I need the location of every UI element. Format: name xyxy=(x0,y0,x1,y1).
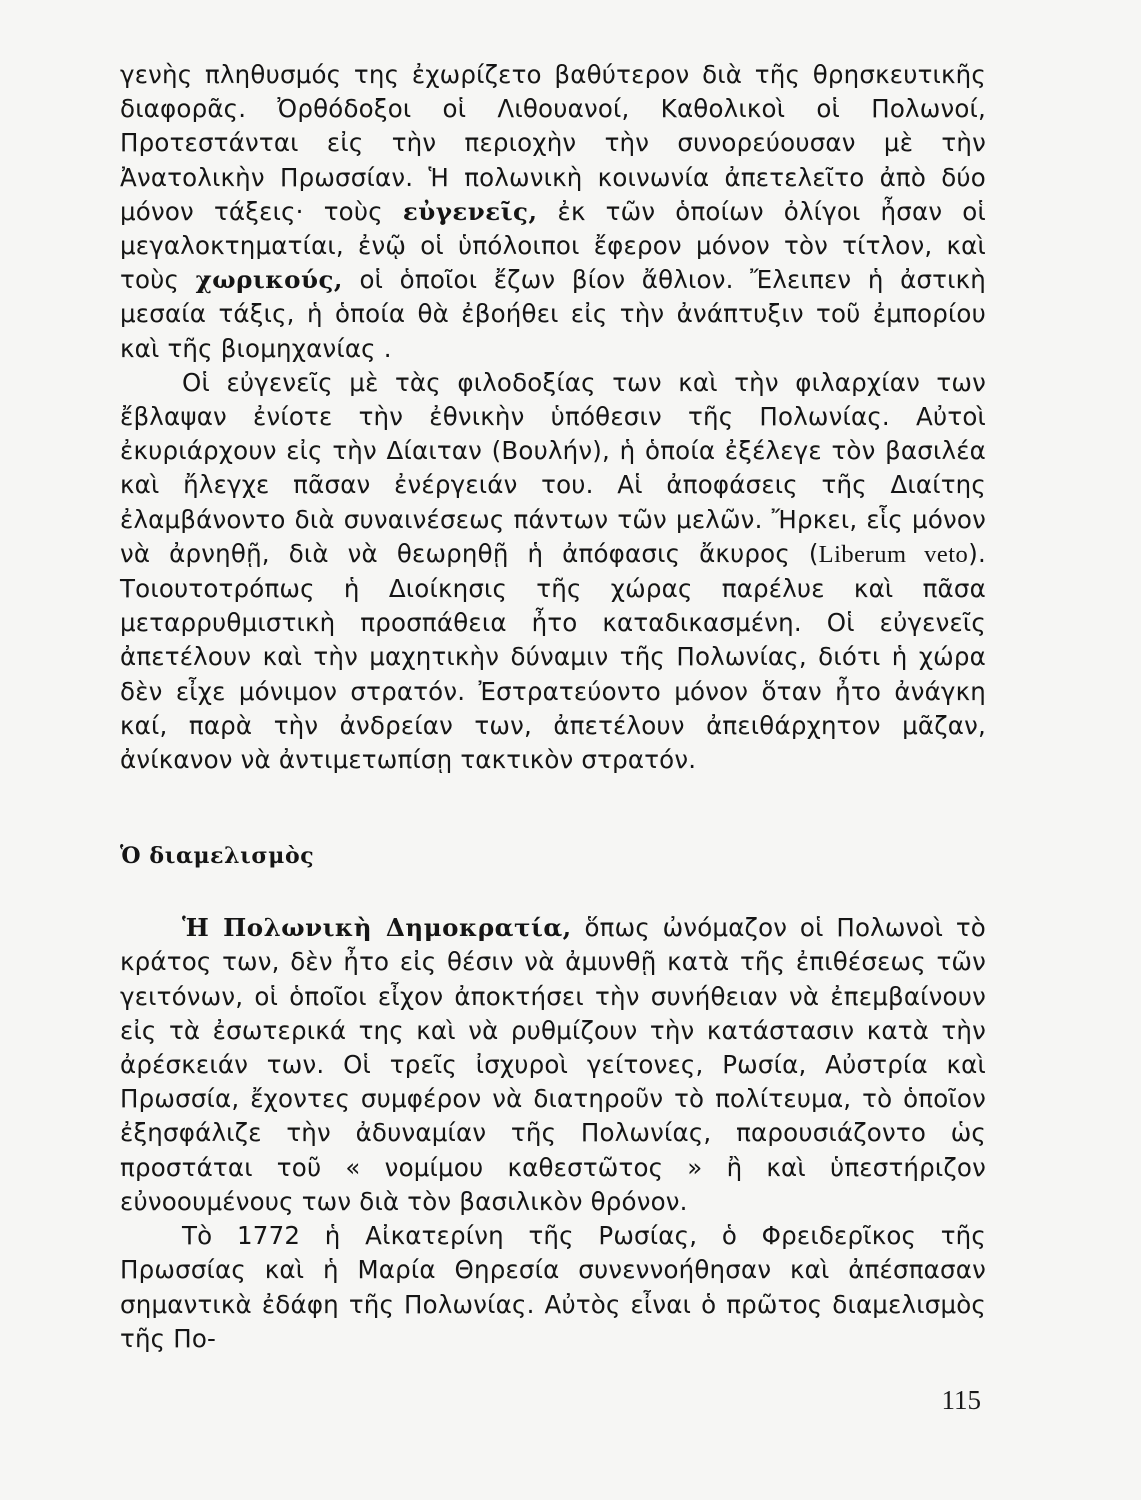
paragraph-text: ὅπως ὠνόμαζον οἱ Πολωνοὶ τὸ κράτος των, δὲν ἦτο εἰς θέσιν νὰ ἀμυνθῇ κατὰ τῆς ἐπιθέσεως τῶν γειτόνων, οἱ ὁποῖοι εἶχον ἀποκτήσει τὴν συνήθειαν νὰ ἐπεμβαίνουν εἰς τὰ ἐσωτερικά της καὶ νὰ ρυθμίζουν τὴν κατάστασιν κατὰ τὴν ἀρέσκειάν των. Οἱ τρεῖς ἰσχυροὶ γείτονες, Ρωσία, Αὐστρία καὶ Πρωσσία, ἔχοντες συμφέρον νὰ διατηροῦν τὸ πολίτευμα, τὸ ὁποῖον ἐξησφάλιζε τὴν ἀδυναμίαν τῆς Πολωνίας, παρουσιάζοντο ὡς προστάται τοῦ « νομίμου καθεστῶτος » ἢ καὶ ὑπεστήριζον εὐνοουμένους των διὰ τὸν βασιλικὸν θρόνον. xyxy=(120,913,986,1216)
term-polish-republic: Ἡ Πολωνικὴ Δημοκρατία, xyxy=(182,913,572,943)
paragraph-first-partition: Τὸ 1772 ἡ Αἰκατερίνη τῆς Ρωσίας, ὁ Φρειδερῖκος τῆς Πρωσσίας καὶ ἡ Μαρία Θηρεσία συνεννοήθησαν καὶ ἀπέσπασαν σημαντικὰ ἐδάφη τῆς Πολωνίας. Αὐτὸς εἶναι ὁ πρῶτος διαμελισμὸς τῆς Πο- xyxy=(120,1221,986,1353)
term-peasants: χωρικούς, xyxy=(195,265,343,295)
paragraph-text: ). Τοιουτοτρόπως ἡ Διοίκησις τῆς χώρας παρέλυε καὶ πᾶσα μεταρρυθμιστικὴ προσπάθεια ἦτο καταδικασμένη. Οἱ εὐγενεῖς ἀπετέλουν καὶ τὴν μαχητικὴν δύναμιν τῆς Πολωνίας, διότι ἡ χώρα δὲν εἶχε μόνιμον στρατόν. Ἐστρατεύοντο μόνον ὅταν ἦτο ἀνάγκη καί, παρὰ τὴν ἀνδρείαν των, ἀπετέλουν ἀπειθάρχητον μᾶζαν, ἀνίκανον νὰ ἀντιμετωπίσῃ τακτικὸν στρατόν. xyxy=(120,538,986,775)
paragraph-text: γενὴς πληθυσμός της ἐχωρίζετο βαθύτερον διὰ τῆς θρησκευτικῆς διαφορᾶς. Ὀρθόδοξοι οἱ Λιθουανοί, Καθολικοὶ οἱ Πολωνοί, Προτεστάνται εἰς τὴν περιοχὴν τὴν συνορεύουσαν μὲ τὴν Ἀνατολικὴν Πρωσσίαν. Ἡ πολωνικὴ κοινωνία ἀπετελεῖτο ἀπὸ δύο μόνον τάξεις· τοὺς xyxy=(120,60,986,226)
paragraph-text: οἱ ὁποῖοι ἔζων βίον ἄθλιον. Ἔλειπεν ἡ ἀστικὴ μεσαία τάξις, ἡ ὁποία θὰ ἐβοήθει εἰς τὴν ἀνάπτυξιν τοῦ ἐμπορίου καὶ τῆς βιομηχανίας . xyxy=(120,265,986,363)
term-liberum-veto: Liberum veto xyxy=(818,540,969,568)
paragraph-polish-republic xyxy=(120,911,986,1219)
section-heading: Ὁ διαμελισμὸς xyxy=(120,843,315,870)
paragraph-text: Οἱ εὐγενεῖς μὲ τὰς φιλοδοξίας των καὶ τὴν φιλαρχίαν των ἔβλαψαν ἐνίοτε τὴν ἐθνικὴν ὑπόθεσιν τῆς Πολωνίας. Αὐτοὶ ἐκυριάρχουν εἰς τὴν Δίαιταν (Βουλήν), ἡ ὁποία ἐξέλεγε τὸν βασιλέα καὶ ἤλεγχε πᾶσαν ἐνέργειάν του. Αἱ ἀποφάσεις τῆς Διαίτης ἐλαμβάνοντο διὰ συναινέσεως πάντων τῶν μελῶν. Ἤρκει, εἷς μόνον νὰ ἀρνηθῇ, διὰ νὰ θεωρηθῇ ἡ ἀπόφασις ἄκυρος ( xyxy=(120,367,986,568)
paragraph-social-classes xyxy=(120,58,986,366)
term-nobles: εὐγενεῖς, xyxy=(402,196,538,226)
paragraph-text: ἐκ τῶν ὁποίων ὀλίγοι ἦσαν οἱ μεγαλοκτηματίαι, ἐνῷ οἱ ὑπόλοιποι ἔφερον μόνον τὸν τίτλον, καὶ τοὺς xyxy=(120,196,986,295)
page-number: 115 xyxy=(941,1385,981,1415)
page-body xyxy=(120,58,986,1356)
paragraph-nobles-diet xyxy=(120,366,986,777)
